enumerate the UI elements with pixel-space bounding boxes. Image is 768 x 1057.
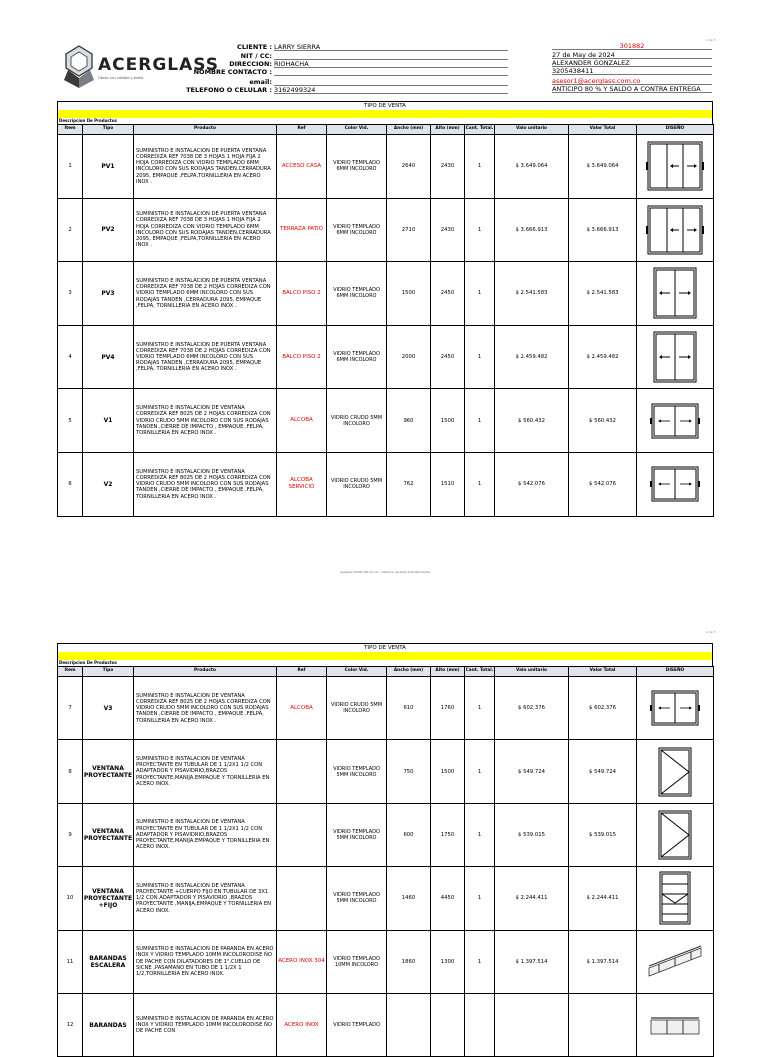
cell-ancho: 600	[387, 803, 431, 866]
products-table-2	[57, 666, 714, 1057]
cell-item: 2	[58, 198, 83, 262]
cell-ref: ACCESO CASA	[277, 135, 327, 199]
cell-valor-total: $ 2.244.411	[569, 867, 637, 930]
cell-cantidad: 1	[465, 930, 495, 993]
cell-diseno	[637, 993, 714, 1056]
sliding-window-2-panel-icon	[650, 689, 700, 727]
cell-item: 10	[58, 867, 83, 930]
cell-valor-unitario: $ 602.376	[495, 677, 569, 740]
column-header: Valor Total	[569, 125, 637, 135]
cell-alto: 1760	[431, 677, 465, 740]
cell-valor-total: $ 3.649.064	[569, 135, 637, 199]
cell-item: 9	[58, 803, 83, 866]
cell-valor-unitario: $ 3.666.913	[495, 198, 569, 262]
cell-valor-total: $ 3.666.913	[569, 198, 637, 262]
railing-icon	[645, 1014, 705, 1036]
column-header: Tipo	[83, 667, 134, 677]
cell-valor-total: $ 602.376	[569, 677, 637, 740]
cell-producto: SUMINISTRO E INSTALACION DE PUERTA VENTANA CORREDIZA REF 7038 DE 2 HOJAS CORREDIZA CON VIDRIO TEMPLADO 6MM INCOLORO CON SUS RODAJAS TANDEN ,CERRADURA 2095, EMPAQUE ,FELPA, TORNILLERIA EN ACERO INOX .	[134, 262, 277, 326]
table-header-row	[58, 125, 714, 135]
table-row	[58, 198, 714, 262]
cell-color: VIDRIO CRUDO 5MM INCOLORO	[327, 677, 387, 740]
cell-color: VIDRIO TEMPLADO 10MM INCOLORO	[327, 930, 387, 993]
table-row	[58, 867, 714, 930]
cell-ref: ACERO INOX 304	[277, 930, 327, 993]
cell-tipo: PV3	[83, 262, 134, 326]
table-row	[58, 135, 714, 199]
quote-date: 27 de May de 2024	[552, 51, 712, 59]
cell-producto: SUMINISTRO E INSTALACION DE VENTANA PROYECTANTE +CUERPO FIJO EN TUBULAR DE 3X1 1/2 CON ADAPTADOR Y PISAVIDRIO ,BRAZOS PROYECTANTE ,MANIJA,EMPAQUE Y TORNILLERIA EN ACERO INOX.	[134, 867, 277, 930]
cell-ancho: 1860	[387, 930, 431, 993]
column-header: Ancho (mm)	[387, 667, 431, 677]
cell-color: VIDRIO TEMPLADO 5MM INCOLORO	[327, 803, 387, 866]
cell-cantidad	[465, 993, 495, 1056]
cell-item: 5	[58, 389, 83, 453]
cell-alto: 2430	[431, 135, 465, 199]
table-row	[58, 677, 714, 740]
label-direccion: DIRECCION:	[229, 60, 272, 68]
cell-diseno	[637, 452, 714, 516]
cell-ref	[277, 803, 327, 866]
cell-alto: 1500	[431, 740, 465, 803]
payment-terms: ANTICIPO 80 % Y SALDO A CONTRA ENTREGA	[552, 85, 712, 93]
label-nit: NIT / CC:	[240, 52, 272, 60]
sliding-door-2-panel-icon	[652, 266, 698, 320]
label-cliente: CLIENTE :	[237, 43, 272, 51]
column-header: Producto	[134, 667, 277, 677]
value-cliente: LARRY SIERRA	[274, 43, 508, 51]
tipo-venta-header-2: TIPO DE VENTA	[57, 643, 713, 652]
cell-valor-total: $ 542.076	[569, 452, 637, 516]
label-contacto: NOMBRE CONTACTO :	[193, 68, 272, 76]
cell-valor-unitario: $ 1.397.514	[495, 930, 569, 993]
seller-name: ALEXANDER GONZALEZ	[552, 59, 712, 67]
cell-valor-total: $ 549.724	[569, 740, 637, 803]
value-email	[274, 78, 508, 86]
cell-tipo: VENTANA PROYECTANTE +FIJO	[83, 867, 134, 930]
page-number-2: 2 de 3	[706, 630, 716, 634]
value-nit	[274, 52, 508, 60]
column-header: Alto (mm)	[431, 667, 465, 677]
cell-diseno	[637, 262, 714, 326]
cell-tipo: V3	[83, 677, 134, 740]
value-contacto	[274, 68, 508, 76]
cell-valor-total: $ 539.015	[569, 803, 637, 866]
highlight-band-2	[57, 652, 713, 660]
table-row	[58, 452, 714, 516]
column-header: Alto (mm)	[431, 125, 465, 135]
column-header: Valo unitario	[495, 667, 569, 677]
column-header: Valo unitario	[495, 125, 569, 135]
cell-tipo: V1	[83, 389, 134, 453]
descripcion-label-2: Descripcion De Productos	[57, 660, 713, 666]
column-header: Cant. Total.	[465, 125, 495, 135]
cell-producto: SUMINISTRO E INSTALACION DE PUERTA VENTANA CORREDIZA REF 7038 DE 3 HOJAS 1 HOJA FIJA 2 HOJA CORREDIZA CON VIDRIO TEMPLADO 6MM INCOLORO CON SUS RODAJAS TANDEN,CERRADURA 2095, EMPAQUE ,FELPA,TORNILLERIA EN ACERO INOX .	[134, 135, 277, 199]
cell-ref: TERRAZA PATIO	[277, 198, 327, 262]
cell-tipo: PV4	[83, 325, 134, 389]
cell-alto: 1510	[431, 452, 465, 516]
cell-color: VIDRIO TEMPLADO 6MM INCOLORO	[327, 262, 387, 326]
column-header: Valor Total	[569, 667, 637, 677]
cell-ancho: 762	[387, 452, 431, 516]
cell-producto: SUMINISTRO E INSTALACION DE VENTANA PROYECTANTE EN TUBULAR DE 1 1/2X1 1/2 CON ADAPTADOR Y PISAVIDRIO,BRAZOS PROYECTANTE,MANIJA,EMPAQUE Y TORNILLERIA EN ACERO INOX.	[134, 740, 277, 803]
cell-item: 6	[58, 452, 83, 516]
cell-valor-unitario: $ 560.432	[495, 389, 569, 453]
cell-producto: SUMINISTRO E INSTALACION DE PARANDA EN ACERO INOX Y VIDRIO TEMPLADO 10MM INCOLORODISE ÑO DE PACHE CON DILATADORES DE 1",CUELLO DE SICNE ,PASAMANO EN TUBO DE 1 1/2X 1 1/2,TORNILLERIA EN ACERO INOX.	[134, 930, 277, 993]
quote-table-page1	[57, 101, 713, 517]
cell-ancho: 2710	[387, 198, 431, 262]
cell-tipo: PV2	[83, 198, 134, 262]
cell-diseno	[637, 325, 714, 389]
column-header: Ref	[277, 125, 327, 135]
cell-valor-total: $ 2.541.583	[569, 262, 637, 326]
column-header: Ancho (mm)	[387, 125, 431, 135]
cell-diseno	[637, 930, 714, 993]
logo-tagline: Obras con calidad y estilo	[98, 76, 144, 80]
cell-item: 11	[58, 930, 83, 993]
cell-alto: 2450	[431, 262, 465, 326]
cell-cantidad: 1	[465, 389, 495, 453]
cell-ref: ALCOBA SERVICIO	[277, 452, 327, 516]
cell-cantidad: 1	[465, 452, 495, 516]
cell-item: 12	[58, 993, 83, 1056]
cell-valor-unitario: $ 549.724	[495, 740, 569, 803]
cell-cantidad: 1	[465, 677, 495, 740]
column-header: Item	[58, 125, 83, 135]
cell-tipo: V2	[83, 452, 134, 516]
projecting-window-icon	[657, 809, 693, 861]
cell-color: VIDRIO TEMPLADO 5MM INCOLORO	[327, 740, 387, 803]
column-header: Tipo	[83, 125, 134, 135]
sliding-window-2-panel-icon	[650, 465, 700, 503]
cell-valor-total: $ 560.432	[569, 389, 637, 453]
label-telefono: TELEFONO O CELULAR :	[186, 86, 272, 94]
cell-producto: SUMINISTRO E INSTALACION DE VENTANA CORREDIZA REF 8025 DE 2 HOJAS CORREDIZA CON VIDRIO CRUDO 5MM INCOLORO CON SUS RODAJAS TANDEN ,CIERRE DE IMPACTO , EMPAQUE ,FELPA, TORNILLERIA EN ACERO INOX .	[134, 677, 277, 740]
value-direccion: RIOHACHA	[274, 60, 508, 68]
cell-color: VIDRIO TEMPLADO	[327, 993, 387, 1056]
table-row	[58, 993, 714, 1056]
cell-cantidad: 1	[465, 803, 495, 866]
cell-tipo: VENTANA PROYECTANTE	[83, 740, 134, 803]
cell-valor-total: $ 2.459.482	[569, 325, 637, 389]
cell-diseno	[637, 389, 714, 453]
cell-alto: 2430	[431, 198, 465, 262]
footnote: Acerglass SAS NIT 900.xxx.xxx - Cotizacion generada automaticamente	[340, 571, 430, 574]
cell-ref: BALCO PISO 2	[277, 325, 327, 389]
value-telefono: 3162499324	[274, 86, 508, 94]
cell-valor-unitario: $ 2.244.411	[495, 867, 569, 930]
cell-valor-unitario	[495, 993, 569, 1056]
cell-tipo: VENTANA PROYECTANTE	[83, 803, 134, 866]
cell-tipo: PV1	[83, 135, 134, 199]
cell-cantidad: 1	[465, 135, 495, 199]
cell-ancho: 1460	[387, 867, 431, 930]
cell-color: VIDRIO TEMPLADO 6MM INCOLORO	[327, 135, 387, 199]
cell-producto: SUMINISTRO E INSTALACION DE VENTANA PROYECTANTE EN TUBULAR DE 1 1/2X1 1/2 CON ADAPTADOR Y PISAVIDRIO,BRAZOS PROYECTANTE,MANIJA,EMPAQUE Y TORNILLERIA EN ACERO INOX.	[134, 803, 277, 866]
cell-valor-total	[569, 993, 637, 1056]
table-row	[58, 740, 714, 803]
table-header-row-2	[58, 667, 714, 677]
page-number: 1 de 3	[706, 38, 716, 42]
projecting-fixed-window-icon	[658, 870, 692, 926]
cell-producto: SUMINISTRO E INSTALACION DE VENTANA CORREDIZA REF 8025 DE 2 HOJAS CORREDIZA CON VIDRIO CRUDO 5MM INCOLORO CON SUS RODAJAS TANDEN ,CIERRE DE IMPACTO , EMPAQUE ,FELPA, TORNILLERIA EN ACERO INOX .	[134, 452, 277, 516]
cell-item: 3	[58, 262, 83, 326]
cell-item: 4	[58, 325, 83, 389]
cell-diseno	[637, 135, 714, 199]
cell-ref: ACERO INOX	[277, 993, 327, 1056]
cell-alto: 1500	[431, 389, 465, 453]
cell-diseno	[637, 198, 714, 262]
cell-ref	[277, 867, 327, 930]
cell-color: VIDRIO TEMPLADO 6MM INCOLORO	[327, 198, 387, 262]
cell-ref: BALCO PISO 2	[277, 262, 327, 326]
seller-email: asesor1@acerglass.com.co	[552, 77, 712, 85]
cell-valor-unitario: $ 3.649.064	[495, 135, 569, 199]
cell-diseno	[637, 803, 714, 866]
cell-color: VIDRIO TEMPLADO 6MM INCOLORO	[327, 325, 387, 389]
cell-ancho: 750	[387, 740, 431, 803]
cell-alto: 1300	[431, 930, 465, 993]
cell-ref	[277, 740, 327, 803]
cell-color: VIDRIO TEMPLADO 5MM INCOLORO	[327, 867, 387, 930]
seller-phone: 3205438411	[552, 67, 712, 75]
cell-item: 7	[58, 677, 83, 740]
table-row	[58, 262, 714, 326]
cell-color: VIDRIO CRUDO 5MM INCOLORO	[327, 389, 387, 453]
cell-ref: ALCOBA	[277, 389, 327, 453]
cell-diseno	[637, 677, 714, 740]
cell-ref: ALCOBA	[277, 677, 327, 740]
cell-alto: 2450	[431, 325, 465, 389]
cell-cantidad: 1	[465, 740, 495, 803]
cell-cantidad: 1	[465, 198, 495, 262]
cell-diseno	[637, 867, 714, 930]
highlight-band	[57, 110, 713, 118]
stair-railing-icon	[645, 942, 705, 982]
tipo-venta-header: TIPO DE VENTA	[57, 101, 713, 110]
column-header: DISEÑO	[637, 667, 714, 677]
table-row	[58, 389, 714, 453]
cell-ancho: 610	[387, 677, 431, 740]
cell-valor-total: $ 1.397.514	[569, 930, 637, 993]
cell-color: VIDRIO CRUDO 5MM INCOLORO	[327, 452, 387, 516]
cell-ancho: 2000	[387, 325, 431, 389]
projecting-window-icon	[657, 746, 693, 798]
cell-alto: 4450	[431, 867, 465, 930]
cell-valor-unitario: $ 542.076	[495, 452, 569, 516]
cell-alto: 1750	[431, 803, 465, 866]
cell-valor-unitario: $ 539.015	[495, 803, 569, 866]
cell-cantidad: 1	[465, 262, 495, 326]
cell-cantidad: 1	[465, 867, 495, 930]
cell-ancho: 2640	[387, 135, 431, 199]
cell-ancho: 1500	[387, 262, 431, 326]
cell-diseno	[637, 740, 714, 803]
quote-table-page2	[57, 643, 713, 1057]
column-header: Color Vid.	[327, 125, 387, 135]
column-header: Ref	[277, 667, 327, 677]
table-row	[58, 803, 714, 866]
column-header: Cant. Total.	[465, 667, 495, 677]
column-header: Item	[58, 667, 83, 677]
column-header: DISEÑO	[637, 125, 714, 135]
logo-emblem-icon	[62, 44, 96, 90]
cell-producto: SUMINISTRO E INSTALACION DE PUERTA VENTANA CORREDIZA REF 7038 DE 2 HOJAS CORREDIZA CON VIDRIO TEMPLADO 6MM INCOLORO CON SUS RODAJAS TANDEN ,CERRADURA 2095, EMPAQUE ,FELPA, TORNILLERIA EN ACERO INOX .	[134, 325, 277, 389]
quote-number: 301882	[552, 42, 712, 50]
sliding-door-2-panel-icon	[652, 330, 698, 384]
cell-producto: SUMINISTRO E INSTALACION DE PARANDA EN ACERO INOX Y VIDRIO TEMPLADO 10MM INCOLORODISE ÑO DE PACHE CON	[134, 993, 277, 1056]
cell-item: 8	[58, 740, 83, 803]
label-email: email:	[249, 78, 272, 86]
cell-tipo: BARANDAS ESCALERA	[83, 930, 134, 993]
cell-producto: SUMINISTRO E INSTALACION DE PUERTA VENTANA CORREDIZA REF 7038 DE 3 HOJAS 1 HOJA FIJA 2 HOJA CORREDIZA CON VIDRIO TEMPLADO 6MM INCOLORO CON SUS RODAJAS TANDEN,CERRADURA 2095, EMPAQUE ,FELPA,TORNILLERIA EN ACERO INOX .	[134, 198, 277, 262]
table-row	[58, 325, 714, 389]
cell-ancho: 960	[387, 389, 431, 453]
cell-valor-unitario: $ 2.459.482	[495, 325, 569, 389]
sliding-door-3-panel-icon	[646, 204, 704, 256]
cell-tipo: BARANDAS	[83, 993, 134, 1056]
cell-valor-unitario: $ 2.541.583	[495, 262, 569, 326]
cell-alto	[431, 993, 465, 1056]
logo-text: ACERGLASS	[98, 55, 220, 75]
sliding-door-3-panel-icon	[646, 140, 704, 192]
cell-producto: SUMINISTRO E INSTALACION DE VENTANA CORREDIZA REF 8025 DE 2 HOJAS CORREDIZA CON VIDRIO CRUDO 5MM INCOLORO CON SUS RODAJAS TANDEN ,CIERRE DE IMPACTO , EMPAQUE ,FELPA, TORNILLERIA EN ACERO INOX .	[134, 389, 277, 453]
table-row	[58, 930, 714, 993]
column-header: Color Vid.	[327, 667, 387, 677]
cell-cantidad: 1	[465, 325, 495, 389]
sliding-window-2-panel-icon	[650, 402, 700, 440]
products-table	[57, 124, 714, 517]
column-header: Producto	[134, 125, 277, 135]
cell-ancho	[387, 993, 431, 1056]
descripcion-label: Descripcion De Productos	[57, 118, 713, 124]
cell-item: 1	[58, 135, 83, 199]
